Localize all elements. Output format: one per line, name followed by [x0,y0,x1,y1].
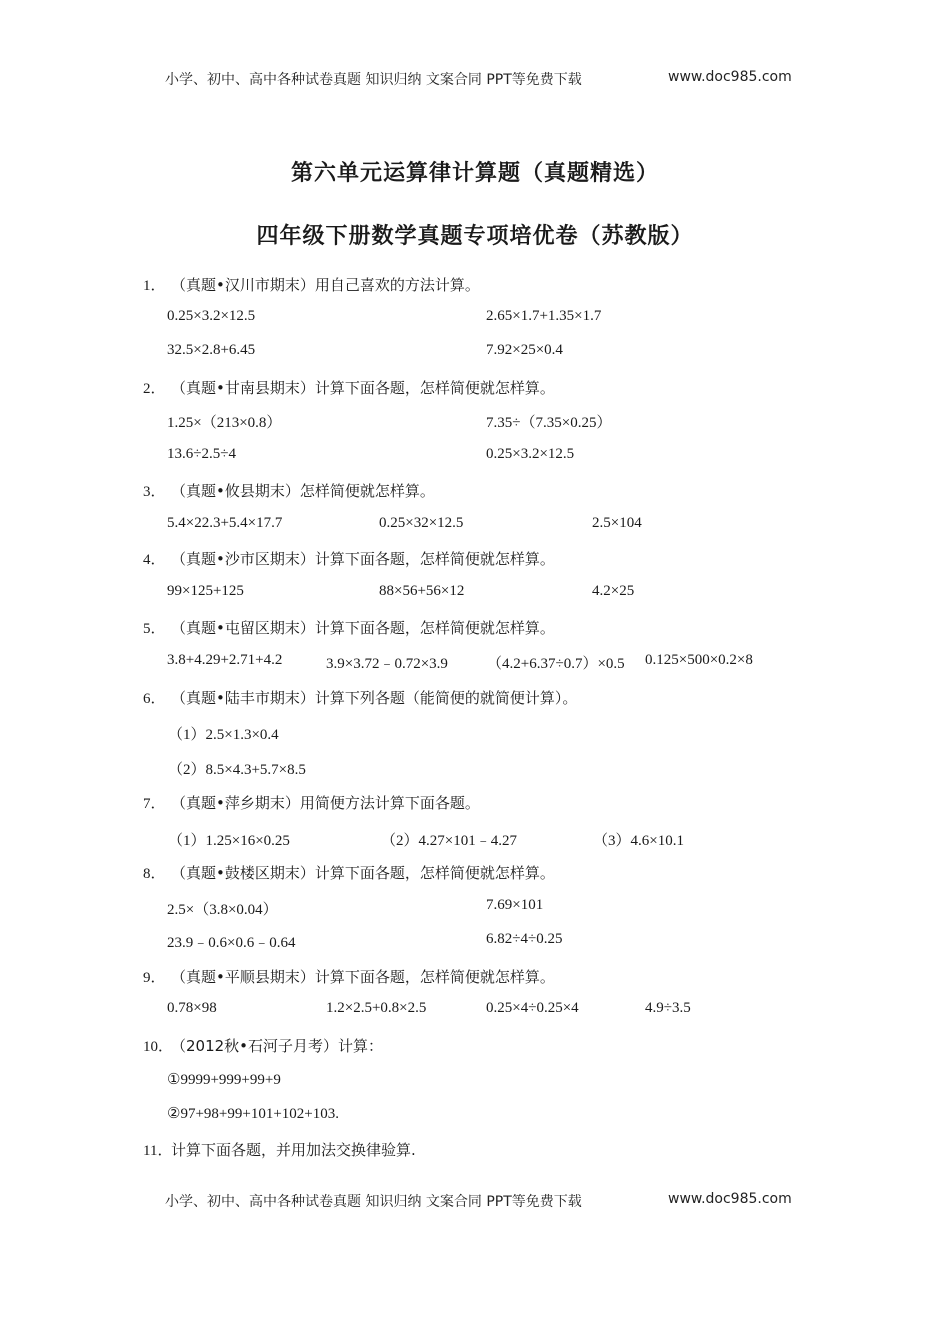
question-text: （真题•汉川市期末）用自己喜欢的方法计算。 [171,276,480,294]
expression: 0.25×3.2×12.5 [486,446,575,462]
question-number: 9． [143,970,166,986]
expression: 2.5×104 [592,515,642,531]
question-5 [143,617,555,638]
question-text: （真题•陆丰市期末）计算下列各题（能简便的就简便计算）。 [171,689,578,707]
expression: 2.5×（3.8×0.04） [167,902,278,918]
page-header [0,69,950,91]
expression: 23.9﹣0.6×0.6﹣0.64 [167,935,296,951]
expression: 3.8+4.29+2.71+4.2 [167,652,283,668]
question-number: 8． [143,866,166,882]
question-11 [143,1139,416,1160]
expression: （1）2.5×1.3×0.4 [168,727,279,743]
expression: （1）1.25×16×0.25 [168,833,290,849]
question-number: 7． [143,796,166,812]
expression: （2）8.5×4.3+5.7×8.5 [168,762,306,778]
question-10 [143,1035,383,1056]
main-title: 第六单元运算律计算题（真题精选） [290,161,659,186]
sub-title: 四年级下册数学真题专项培优卷（苏教版） [256,224,694,249]
expression: 13.6÷2.5÷4 [167,446,236,462]
question-6 [143,687,577,708]
footer-text: 小学、初中、高中各种试卷真题 知识归纳 文案合同 PPT等免费下载 [165,1194,582,1210]
question-number: 10． [143,1039,174,1055]
question-text: （真题•攸县期末）怎样简便就怎样算。 [171,482,435,500]
question-number: 11． [143,1143,173,1159]
question-text: （真题•萍乡期末）用简便方法计算下面各题。 [171,794,480,812]
expression: （2）4.27×101﹣4.27 [381,833,517,849]
question-4 [143,548,555,569]
question-text: （真题•鼓楼区期末）计算下面各题，怎样简便就怎样算。 [171,864,555,882]
expression: 0.78×98 [167,1000,217,1016]
footer-url: www.doc985.com [668,1191,792,1207]
expression: ①9999+999+99+9 [167,1072,281,1088]
question-text: 计算下面各题，并用加法交换律验算. [171,1141,416,1159]
question-text: （真题•平顺县期末）计算下面各题，怎样简便就怎样算。 [171,968,555,986]
page-footer [0,1191,950,1213]
question-number: 3． [143,484,166,500]
expression: 99×125+125 [167,583,244,599]
expression: 0.25×3.2×12.5 [167,308,256,324]
question-3 [143,480,435,501]
expression: 4.2×25 [592,583,635,599]
expression: ②97+98+99+101+102+103. [167,1106,339,1122]
question-number: 1． [143,278,166,294]
question-7 [143,792,480,813]
expression: 7.35÷（7.35×0.25） [486,415,612,431]
header-text: 小学、初中、高中各种试卷真题 知识归纳 文案合同 PPT等免费下载 [165,72,582,88]
question-8 [143,862,555,883]
expression: 4.9÷3.5 [645,1000,691,1016]
header-url: www.doc985.com [668,69,792,85]
question-text: （真题•屯留区期末）计算下面各题，怎样简便就怎样算。 [171,619,555,637]
expression: 88×56+56×12 [379,583,465,599]
question-9 [143,966,555,987]
question-number: 5． [143,621,166,637]
question-text: （2012秋•石河子月考）计算： [171,1037,384,1055]
expression: （3）4.6×10.1 [593,833,684,849]
question-text: （真题•甘南县期末）计算下面各题，怎样简便就怎样算。 [171,379,555,397]
expression: 6.82÷4÷0.25 [486,931,563,947]
expression: 1.2×2.5+0.8×2.5 [326,1000,427,1016]
expression: 0.25×4÷0.25×4 [486,1000,579,1016]
question-2 [143,377,555,398]
question-number: 2． [143,381,166,397]
expression: 7.92×25×0.4 [486,342,563,358]
expression: 5.4×22.3+5.4×17.7 [167,515,283,531]
expression: 0.125×500×0.2×8 [645,652,753,668]
expression: （4.2+6.37÷0.7）×0.5 [487,656,625,672]
expression: 2.65×1.7+1.35×1.7 [486,308,602,324]
question-text: （真题•沙市区期末）计算下面各题，怎样简便就怎样算。 [171,550,555,568]
expression: 3.9×3.72﹣0.72×3.9 [326,656,448,672]
expression: 32.5×2.8+6.45 [167,342,256,358]
question-number: 4． [143,552,166,568]
question-number: 6． [143,691,166,707]
expression: 7.69×101 [486,897,544,913]
question-1 [143,274,480,295]
expression: 1.25×（213×0.8） [167,415,282,431]
expression: 0.25×32×12.5 [379,515,464,531]
